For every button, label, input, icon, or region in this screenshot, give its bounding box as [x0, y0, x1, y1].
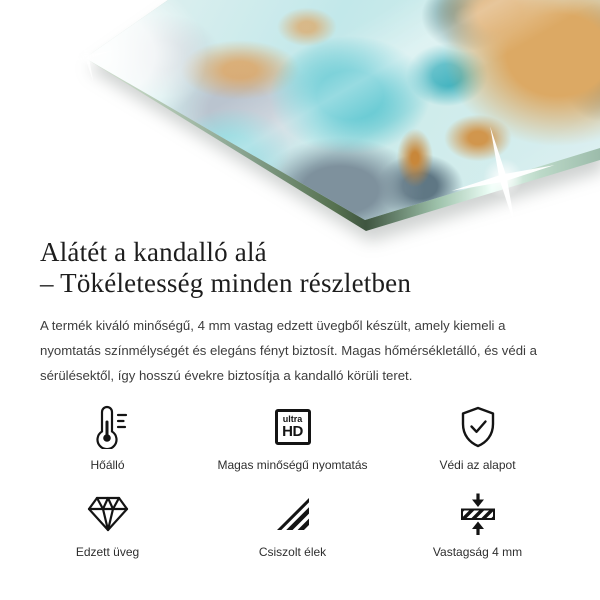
product-photo — [0, 0, 600, 232]
product-description: A termék kiváló minőségű, 4 mm vastag edzett üvegből készült, amely kiemeli a nyomtatás színmélységét és elegáns fényt biztosít. Magas hőmérsékletálló, és védi a sérülésektől, így hosszú évekre biztosítja a kandalló körüli teret. — [40, 318, 537, 383]
product-copy — [0, 237, 600, 560]
ultra-hd-badge-bottom-text: HD — [282, 423, 303, 440]
feature-tempered-glass — [15, 491, 200, 560]
ultra-hd-badge-top-text: ultra — [282, 414, 303, 424]
features-grid — [15, 404, 570, 560]
thermometer-icon — [85, 404, 131, 450]
glass-panel — [0, 0, 600, 232]
feature-label: Edzett üveg — [75, 545, 140, 559]
ultra-hd-badge — [275, 409, 311, 445]
feature-label: Csiszolt élek — [258, 545, 327, 559]
thickness-icon — [458, 491, 498, 537]
title-line-2: – Tökéletesség minden részletben — [40, 268, 412, 298]
feature-heat-resistant — [15, 404, 200, 473]
feature-label: Magas minőségű nyomtatás — [217, 458, 368, 472]
feature-protects-base — [385, 404, 570, 473]
title-line-1: Alátét a kandalló alá — [40, 237, 267, 267]
feature-label: Védi az alapot — [439, 458, 516, 472]
feature-print-quality — [200, 404, 385, 473]
polished-edges-icon — [275, 491, 311, 537]
ultra-hd-icon — [275, 404, 311, 450]
feature-label: Hőálló — [90, 458, 125, 472]
marble-print-artwork — [0, 0, 600, 232]
feature-polished-edges — [200, 491, 385, 560]
feature-label: Vastagság 4 mm — [432, 545, 523, 559]
page-title — [40, 237, 560, 299]
diamond-icon — [86, 491, 130, 537]
shield-check-icon — [458, 404, 498, 450]
feature-thickness — [385, 491, 570, 560]
